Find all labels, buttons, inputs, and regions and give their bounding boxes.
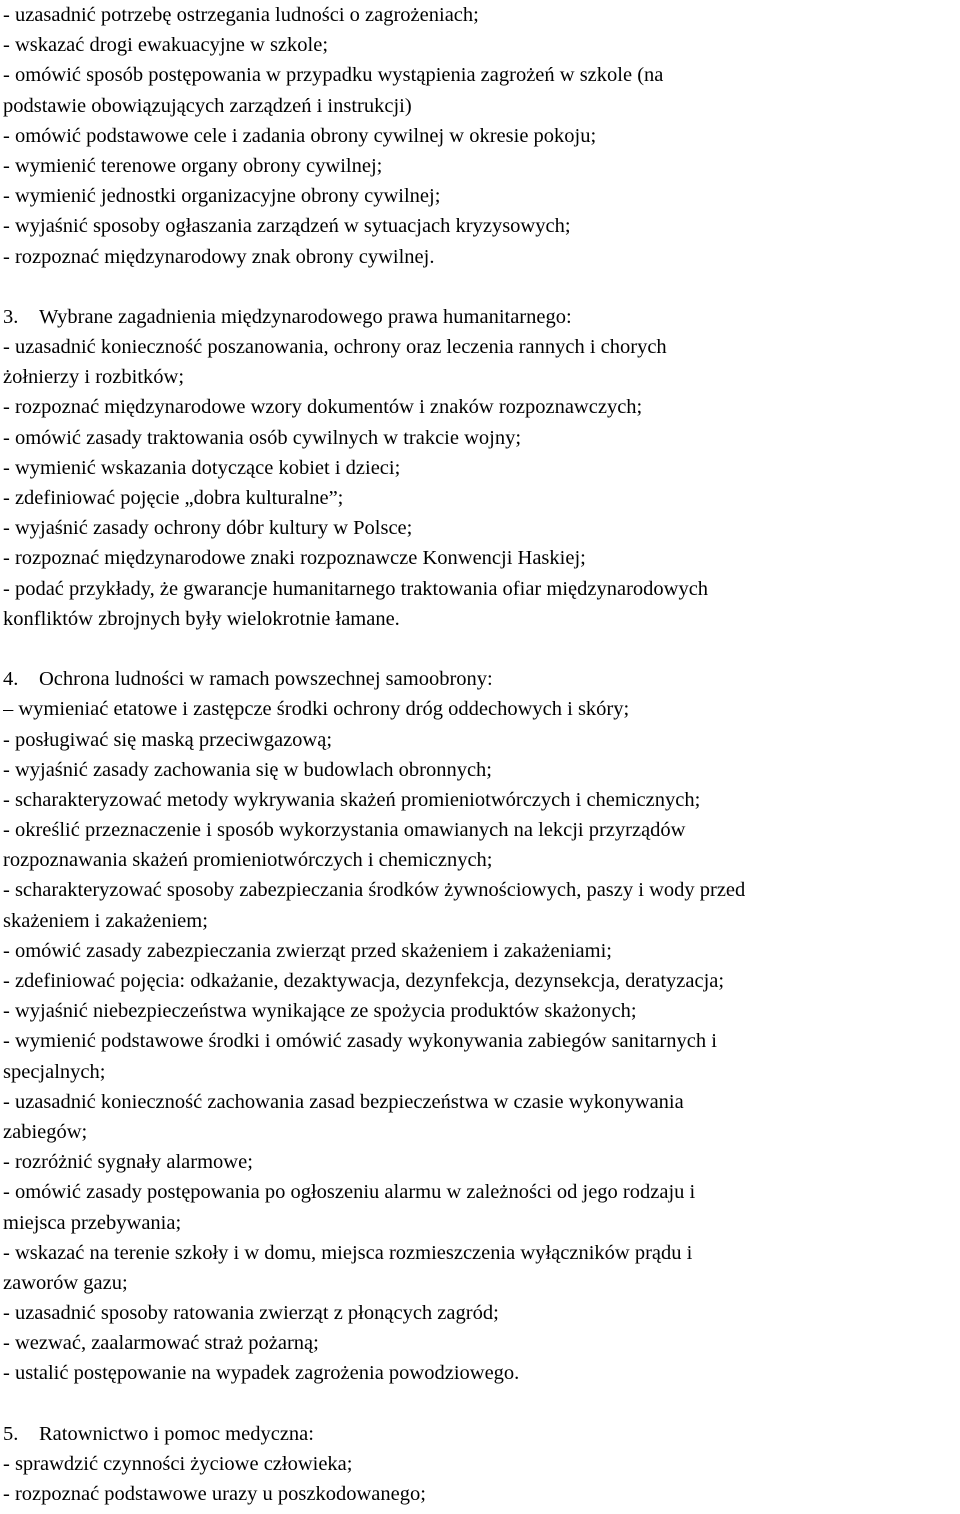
list-item: - zdefiniować pojęcie „dobra kulturalne”; xyxy=(3,487,344,509)
section-4 xyxy=(3,664,957,1389)
list-item: - uzasadnić konieczność zachowania zasad bezpieczeństwa w czasie wykonywania xyxy=(3,1090,684,1113)
list-item: - wyjaśnić niebezpieczeństwa wynikające ze spożycia produktów skażonych; xyxy=(3,1000,637,1023)
list-item: skażeniem i zakażeniem; xyxy=(3,909,208,932)
list-item: - uzasadnić sposoby ratowania zwierząt z płonących zagród; xyxy=(3,1302,499,1325)
list-item: - ustalić postępowanie na wypadek zagrożenia powodziowego. xyxy=(3,1362,520,1385)
list-item: - rozpoznać podstawowe urazy u poszkodowanego; xyxy=(3,1483,426,1506)
spacer xyxy=(3,634,957,664)
top-list xyxy=(3,0,957,272)
list-item: - uzasadnić potrzebę ostrzegania ludności o zagrożeniach; xyxy=(3,4,479,26)
list-item: podstawie obowiązujących zarządzeń i instrukcji) xyxy=(3,94,412,117)
list-item: - posługiwać się maską przeciwgazową; xyxy=(3,728,333,751)
section-number: 5. xyxy=(3,1422,19,1445)
list-item: - wymienić podstawowe środki i omówić zasady wykonywania zabiegów sanitarnych i xyxy=(3,1030,717,1053)
list-item: - rozróżnić sygnały alarmowe; xyxy=(3,1151,253,1174)
list-item: żołnierzy i rozbitków; xyxy=(3,366,185,389)
section-3 xyxy=(3,302,957,634)
list-item: - wyjaśnić sposoby ogłaszania zarządzeń w sytuacjach kryzysowych; xyxy=(3,215,571,238)
list-item: specjalnych; xyxy=(3,1060,106,1083)
list-item: - wymienić jednostki organizacyjne obrony cywilnej; xyxy=(3,185,441,208)
list-item: - podać przykłady, że gwarancje humanitarnego traktowania ofiar międzynarodowych xyxy=(3,577,709,600)
list-item: - wezwać, zaalarmować straż pożarną; xyxy=(3,1332,319,1355)
section-heading xyxy=(3,664,957,694)
list-item: - wymienić terenowe organy obrony cywilnej; xyxy=(3,154,383,177)
spacer xyxy=(3,1389,957,1419)
list-item: - rozpoznać międzynarodowe wzory dokumentów i znaków rozpoznawczych; xyxy=(3,396,643,419)
list-item: - scharakteryzować metody wykrywania skażeń promieniotwórczych i chemicznych; xyxy=(3,788,701,811)
section-title: Wybrane zagadnienia międzynarodowego prawa humanitarnego: xyxy=(39,305,572,328)
section-number: 4. xyxy=(3,668,19,691)
list-item: - rozpoznać międzynarodowy znak obrony cywilnej. xyxy=(3,245,435,268)
list-item: - omówić zasady zabezpieczania zwierząt przed skażeniem i zakażeniami; xyxy=(3,939,612,962)
list-item: - sprawdzić czynności życiowe człowieka; xyxy=(3,1453,353,1475)
list-item: rozpoznawania skażeń promieniotwórczych i chemicznych; xyxy=(3,849,493,872)
list-item: zabiegów; xyxy=(3,1120,88,1143)
section-number: 3. xyxy=(3,305,19,328)
list-item: - omówić zasady traktowania osób cywilnych w trakcie wojny; xyxy=(3,426,522,449)
section-heading xyxy=(3,302,957,332)
list-item: zaworów gazu; xyxy=(3,1271,128,1294)
list-item: - wyjaśnić zasady zachowania się w budowlach obronnych; xyxy=(3,758,492,781)
list-item: - omówić sposób postępowania w przypadku wystąpienia zagrożeń w szkole (na xyxy=(3,64,664,87)
section-heading xyxy=(3,1419,957,1449)
list-item: - scharakteryzować sposoby zabezpieczania środków żywnościowych, paszy i wody przed xyxy=(3,879,746,902)
section-title: Ochrona ludności w ramach powszechnej samoobrony: xyxy=(39,668,493,691)
list-item: - wskazać na terenie szkoły i w domu, miejsca rozmieszczenia wyłączników prądu i xyxy=(3,1241,693,1264)
list-item: - rozpoznać międzynarodowe znaki rozpoznawcze Konwencji Haskiej; xyxy=(3,547,586,570)
list-item: – wymieniać etatowe i zastępcze środki ochrony dróg oddechowych i skóry; xyxy=(3,698,630,721)
list-item: - wyjaśnić zasady ochrony dóbr kultury w Polsce; xyxy=(3,517,413,540)
list-item: - omówić zasady postępowania po ogłoszeniu alarmu w zależności od jego rodzaju i xyxy=(3,1181,696,1204)
list-item: - określić przeznaczenie i sposób wykorzystania omawianych na lekcji przyrządów xyxy=(3,819,686,842)
list-item: - zdefiniować pojęcia: odkażanie, dezaktywacja, dezynfekcja, dezynsekcja, deratyzacja; xyxy=(3,970,725,992)
list-item: konfliktów zbrojnych były wielokrotnie łamane. xyxy=(3,607,400,630)
list-item: - uzasadnić konieczność poszanowania, ochrony oraz leczenia rannych i chorych xyxy=(3,336,667,359)
section-title: Ratownictwo i pomoc medyczna: xyxy=(39,1422,314,1445)
list-item: - wskazać drogi ewakuacyjne w szkole; xyxy=(3,34,329,57)
spacer xyxy=(3,272,957,302)
list-item: - wymienić wskazania dotyczące kobiet i dzieci; xyxy=(3,456,401,479)
list-item: miejsca przebywania; xyxy=(3,1211,182,1234)
list-item: - omówić podstawowe cele i zadania obrony cywilnej w okresie pokoju; xyxy=(3,124,597,147)
section-5 xyxy=(3,1419,957,1510)
